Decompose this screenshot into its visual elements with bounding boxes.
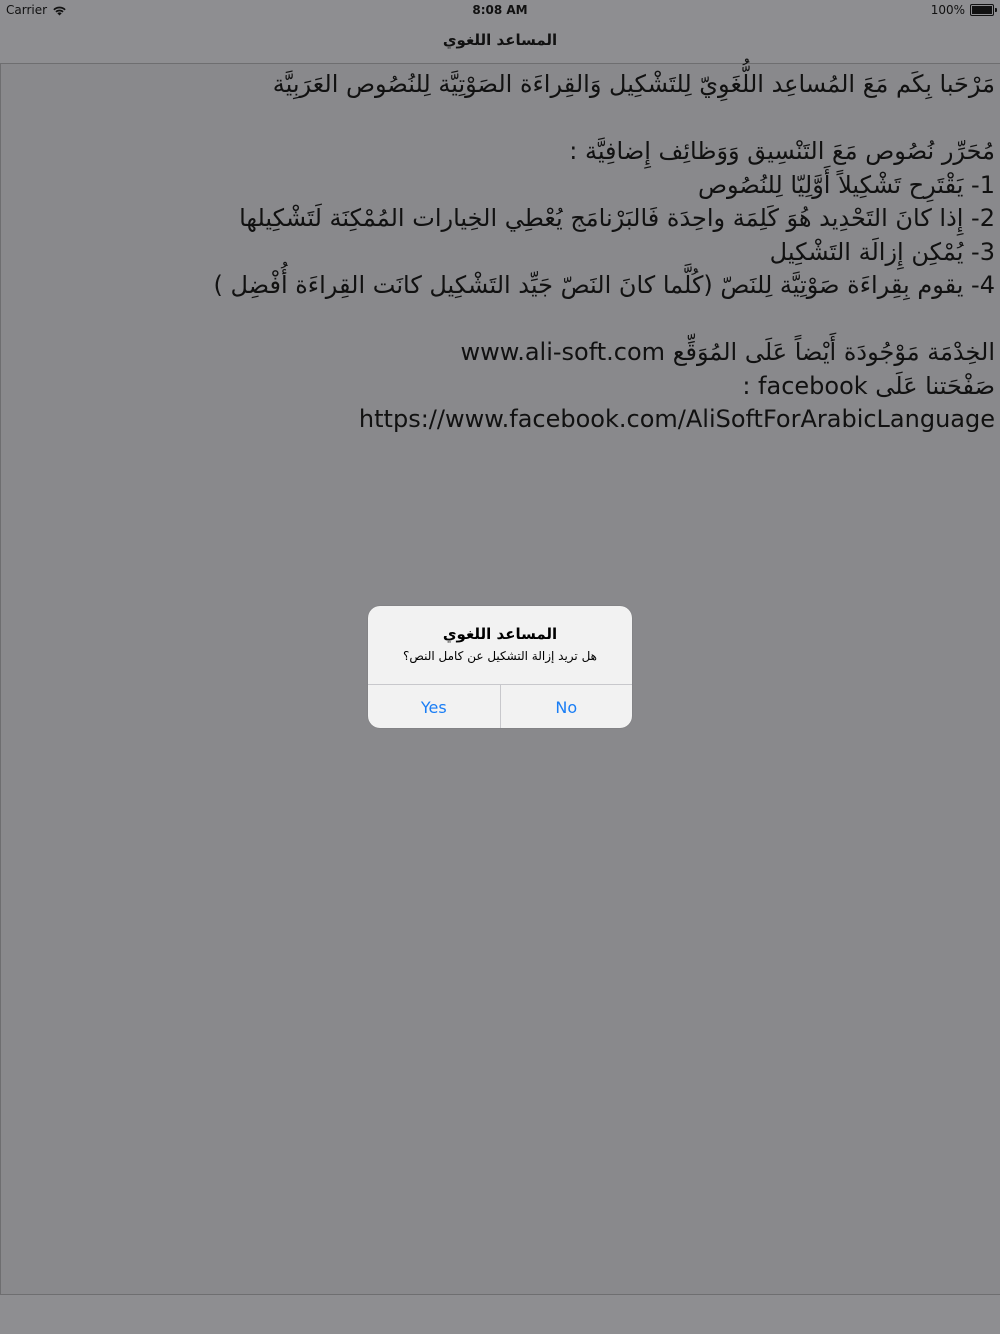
alert-title: المساعد اللغوي [442, 625, 558, 643]
yes-button[interactable]: Yes [368, 685, 501, 728]
editor-blank-line [7, 303, 995, 337]
battery-icon [970, 4, 994, 16]
editor-blank-line [7, 102, 995, 136]
status-time: 8:08 AM [472, 3, 528, 17]
editor-line: صَفْحَتنا عَلَى facebook : [742, 371, 995, 400]
alert-message: هل تريد إزالة التشكيل عن كامل النص؟ [403, 649, 597, 663]
battery-indicator [931, 3, 994, 17]
editor-line: الخِدْمَة مَوْجُودَة أَيْضاً عَلَى المُوَقِّع www.ali-soft.com [460, 338, 995, 366]
editor-line: 1- يَقْتَرِح تَشْكِيلاً أَوَّلِيّا لِلنُصُوص [697, 170, 995, 199]
editor-line: 4- يقوم بِقِراءَة صَوْتِيَّة لِلنَصّ (كُلَّما كانَ النَصّ جَيِّد التَشْكِيل كانَت القِراءَة أُفْضِل ) [213, 271, 995, 299]
status-bar [0, 0, 1000, 20]
editor-line: مَرْحَبا بِكَم مَعَ المُساعِد اللُّغَوِيّ لِلتَشْكِيل وَالقِراءَة الصَوْتِيَّة لِلنُصُوص العَرَبِيَّة [272, 70, 995, 98]
editor-line: 2- إِذا كانَ التَحْدِيد هُوَ كَلِمَة واحِدَة فَالبَرْنامَج يُعْطِي الخِيارات المُمْكِنَة لَتَشْكِيلها [239, 204, 995, 232]
battery-percent: 100% [930, 3, 965, 17]
carrier-label: Carrier [6, 3, 48, 17]
editor-content[interactable] [7, 68, 995, 437]
remove-diacritics-alert [368, 606, 632, 728]
bottom-toolbar [0, 1294, 1000, 1334]
no-button[interactable]: No [555, 697, 578, 717]
editor-line: مُحَرِّر نُصُوص مَعَ التَنْسِيق وَوَظائِف إِضافِيَّة : [569, 137, 995, 165]
editor-line: https://www.facebook.com/AliSoftForArabicLanguage [358, 405, 995, 433]
alert-actions [368, 684, 632, 728]
navigation-bar [0, 20, 1000, 64]
editor-line: 3- يُمْكِن إِزالَة التَشْكِيل [769, 237, 995, 266]
page-title: المساعد اللغوي [442, 31, 558, 49]
